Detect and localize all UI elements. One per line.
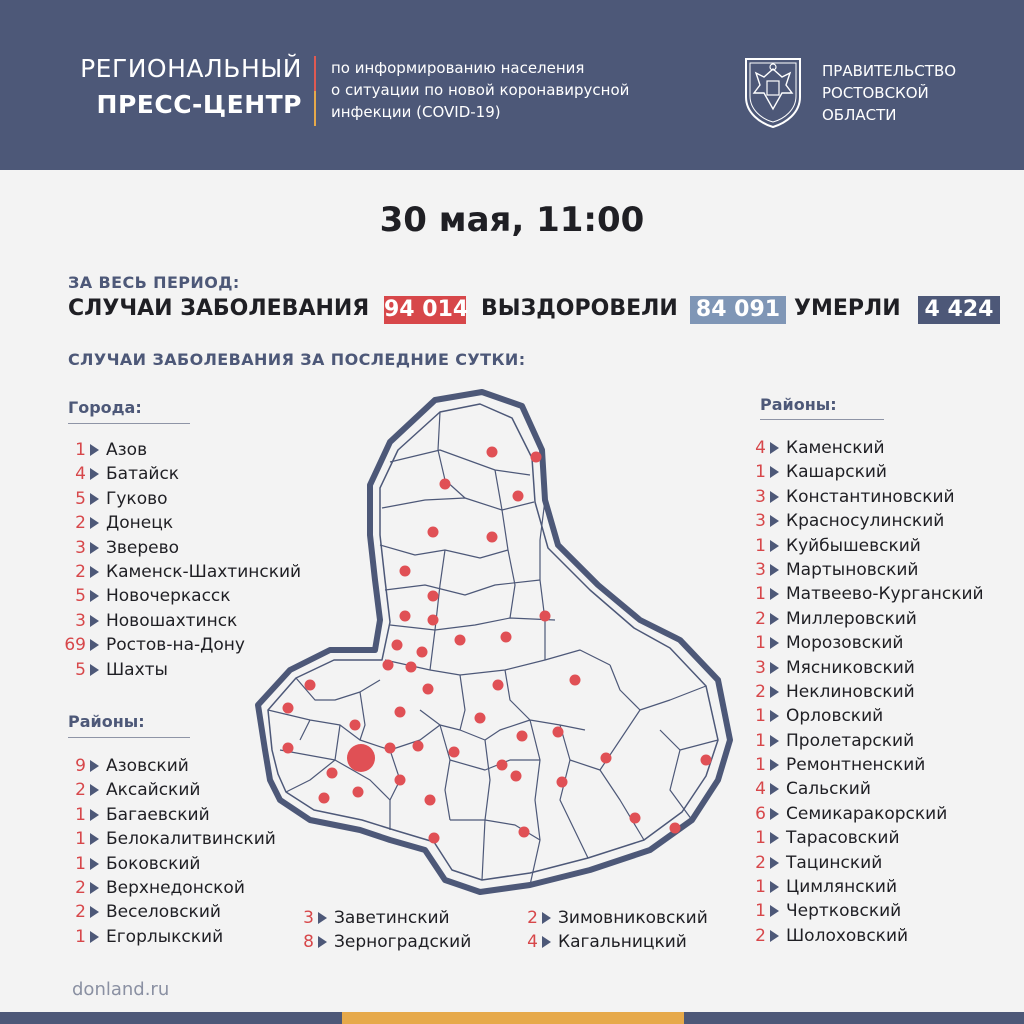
triangle-pointer-icon xyxy=(90,931,99,943)
case-count: 5 xyxy=(75,586,86,607)
map-marker xyxy=(497,760,508,771)
period-label: ЗА ВЕСЬ ПЕРИОД: xyxy=(68,273,240,292)
location-name: Новочеркасск xyxy=(106,586,231,607)
map-outline-inner xyxy=(268,404,718,880)
case-count: 9 xyxy=(75,756,86,776)
map-marker xyxy=(395,775,406,786)
map-marker xyxy=(511,771,522,782)
map-marker xyxy=(570,675,581,686)
triangle-pointer-icon xyxy=(770,613,779,625)
location-name: Шолоховский xyxy=(786,925,909,946)
case-count: 1 xyxy=(75,440,86,460)
triangle-pointer-icon xyxy=(770,662,779,674)
map-marker xyxy=(319,793,330,804)
coat-of-arms-icon xyxy=(740,53,806,129)
map-marker xyxy=(540,611,551,622)
triangle-pointer-icon xyxy=(770,466,779,478)
map-marker xyxy=(519,827,530,838)
case-count: 1 xyxy=(75,829,86,850)
case-count: 4 xyxy=(527,932,538,953)
triangle-pointer-icon xyxy=(770,686,779,698)
case-markers xyxy=(283,447,712,844)
location-name: Мартыновский xyxy=(786,559,919,580)
map-marker xyxy=(449,747,460,758)
triangle-pointer-icon xyxy=(90,590,99,602)
map-marker xyxy=(670,823,681,834)
location-name: Шахты xyxy=(106,659,168,680)
map-marker xyxy=(493,680,504,691)
location-name: Верхнедонской xyxy=(106,877,245,898)
location-name: Орловский xyxy=(786,706,884,727)
districts-left-underline xyxy=(68,737,190,738)
triangle-pointer-icon xyxy=(770,588,779,600)
case-count: 3 xyxy=(755,511,766,532)
location-name: Боковский xyxy=(106,853,201,874)
case-count: 1 xyxy=(755,706,766,727)
gov-line: ПРАВИТЕЛЬСТВО xyxy=(822,62,957,80)
map-marker xyxy=(383,660,394,671)
tagline-line: по информированию населения xyxy=(331,59,585,77)
triangle-pointer-icon xyxy=(770,881,779,893)
triangle-pointer-icon xyxy=(770,759,779,771)
location-name: Кагальницкий xyxy=(558,932,687,953)
districts-right-underline xyxy=(760,419,884,420)
location-name: Батайск xyxy=(106,464,180,485)
location-name: Морозовский xyxy=(786,633,904,654)
triangle-pointer-icon xyxy=(770,905,779,917)
case-count: 3 xyxy=(755,486,766,507)
triangle-pointer-icon xyxy=(770,857,779,869)
gov-line: РОСТОВСКОЙ xyxy=(822,84,929,102)
triangle-pointer-icon xyxy=(770,735,779,747)
map-marker-rostov xyxy=(347,744,375,772)
location-name: Пролетарский xyxy=(786,730,915,751)
case-count: 2 xyxy=(75,780,86,801)
case-count: 1 xyxy=(755,901,766,922)
case-count: 1 xyxy=(755,730,766,751)
map-marker xyxy=(630,813,641,824)
logo-line2: ПРЕСС-ЦЕНТР xyxy=(96,90,302,119)
map-marker xyxy=(327,768,338,779)
case-count: 4 xyxy=(755,779,766,800)
map-marker xyxy=(406,662,417,673)
case-count: 1 xyxy=(755,755,766,776)
map-marker xyxy=(557,777,568,788)
case-count: 1 xyxy=(755,462,766,483)
case-count: 2 xyxy=(75,877,86,898)
died-label: УМЕРЛИ xyxy=(794,296,901,321)
case-count: 1 xyxy=(75,804,86,825)
location-name: Зерноградский xyxy=(334,932,472,953)
case-count: 1 xyxy=(755,633,766,654)
recovered-value-badge: 84 091 xyxy=(690,296,786,324)
triangle-pointer-icon xyxy=(542,936,551,948)
map-marker xyxy=(553,727,564,738)
map-marker xyxy=(701,755,712,766)
map-marker xyxy=(428,615,439,626)
triangle-pointer-icon xyxy=(542,912,551,924)
site-link[interactable]: donland.ru xyxy=(72,979,170,1000)
footer-bar-right xyxy=(684,1012,1024,1024)
triangle-pointer-icon xyxy=(90,906,99,918)
map-marker xyxy=(501,632,512,643)
tagline-line: инфекции (COVID-19) xyxy=(331,103,501,121)
map-marker xyxy=(400,566,411,577)
tagline-line: о ситуации по новой коронавирусной xyxy=(331,81,630,99)
case-count: 1 xyxy=(755,584,766,605)
triangle-pointer-icon xyxy=(90,809,99,821)
map-marker xyxy=(455,635,466,646)
triangle-pointer-icon xyxy=(90,858,99,870)
case-count: 2 xyxy=(755,852,766,873)
triangle-pointer-icon xyxy=(90,542,99,554)
triangle-pointer-icon xyxy=(90,468,99,480)
triangle-pointer-icon xyxy=(90,566,99,578)
gov-line: ОБЛАСТИ xyxy=(822,106,897,124)
government-label xyxy=(822,60,956,126)
case-count: 2 xyxy=(755,925,766,946)
triangle-pointer-icon xyxy=(770,783,779,795)
location-name: Егорлыкский xyxy=(106,926,224,947)
case-count: 5 xyxy=(75,659,86,680)
case-count: 5 xyxy=(75,488,86,509)
map-marker xyxy=(353,787,364,798)
triangle-pointer-icon xyxy=(90,615,99,627)
cities-title: Города: xyxy=(68,398,142,417)
map-marker xyxy=(417,647,428,658)
header-divider xyxy=(314,56,316,126)
triangle-pointer-icon xyxy=(770,832,779,844)
map-marker xyxy=(517,731,528,742)
report-date: 30 мая, 11:00 xyxy=(379,200,645,240)
triangle-pointer-icon xyxy=(90,833,99,845)
location-name: Зверево xyxy=(106,537,180,558)
case-count: 4 xyxy=(75,464,86,485)
location-name: Каменск-Шахтинский xyxy=(106,561,302,582)
location-name: Мясниковский xyxy=(786,657,915,678)
map-marker xyxy=(475,713,486,724)
map-marker xyxy=(429,833,440,844)
location-name: Азовский xyxy=(106,756,189,776)
map-marker xyxy=(400,611,411,622)
map-marker xyxy=(487,447,498,458)
location-name: Ростов-на-Дону xyxy=(106,635,245,656)
cities-title-underline xyxy=(68,423,190,424)
region-map xyxy=(240,380,740,900)
location-name: Гуково xyxy=(106,488,168,509)
recovered-label: ВЫЗДОРОВЕЛИ xyxy=(481,296,678,321)
case-count: 3 xyxy=(75,610,86,631)
location-name: Тацинский xyxy=(786,852,883,873)
triangle-pointer-icon xyxy=(770,491,779,503)
location-name: Донецк xyxy=(106,513,174,534)
location-name: Семикаракорский xyxy=(786,803,948,824)
map-marker xyxy=(392,640,403,651)
location-name: Неклиновский xyxy=(786,681,915,702)
location-name: Миллеровский xyxy=(786,608,917,629)
triangle-pointer-icon xyxy=(770,808,779,820)
map-marker xyxy=(283,703,294,714)
case-count: 2 xyxy=(755,608,766,629)
location-name: Матвеево-Курганский xyxy=(786,584,984,605)
case-count: 3 xyxy=(75,537,86,558)
map-marker xyxy=(423,684,434,695)
map-marker xyxy=(601,753,612,764)
triangle-pointer-icon xyxy=(90,784,99,796)
case-count: 1 xyxy=(755,535,766,556)
map-marker xyxy=(413,741,424,752)
case-count: 3 xyxy=(755,657,766,678)
map-marker xyxy=(350,720,361,731)
case-count: 1 xyxy=(755,877,766,898)
triangle-pointer-icon xyxy=(770,930,779,942)
logo-line1: РЕГИОНАЛЬНЫЙ xyxy=(80,54,302,83)
location-name: Тарасовский xyxy=(786,828,900,849)
triangle-pointer-icon xyxy=(770,637,779,649)
cases-label: СЛУЧАИ ЗАБОЛЕВАНИЯ xyxy=(68,296,370,321)
map-marker xyxy=(428,527,439,538)
triangle-pointer-icon xyxy=(90,882,99,894)
map-marker xyxy=(487,532,498,543)
map-marker xyxy=(385,743,396,754)
map-marker xyxy=(428,591,439,602)
triangle-pointer-icon xyxy=(770,442,779,454)
case-count: 8 xyxy=(303,932,314,953)
map-marker xyxy=(531,452,542,463)
map-marker xyxy=(425,795,436,806)
triangle-pointer-icon xyxy=(318,936,327,948)
location-name: Каменский xyxy=(786,438,885,458)
location-name: Ремонтненский xyxy=(786,755,926,776)
header-banner xyxy=(0,0,1024,170)
location-name: Заветинский xyxy=(334,908,450,928)
case-count: 69 xyxy=(64,635,86,656)
location-name: Аксайский xyxy=(106,780,201,801)
triangle-pointer-icon xyxy=(770,564,779,576)
case-count: 4 xyxy=(755,438,766,458)
case-count: 1 xyxy=(75,926,86,947)
case-count: 2 xyxy=(527,908,538,928)
location-name: Красносулинский xyxy=(786,511,945,532)
triangle-pointer-icon xyxy=(770,710,779,722)
case-count: 1 xyxy=(75,853,86,874)
location-name: Сальский xyxy=(786,779,871,800)
case-count: 2 xyxy=(75,902,86,923)
triangle-pointer-icon xyxy=(90,517,99,529)
tagline xyxy=(331,57,629,123)
triangle-pointer-icon xyxy=(770,515,779,527)
triangle-pointer-icon xyxy=(90,664,99,676)
location-name: Багаевский xyxy=(106,804,210,825)
case-count: 2 xyxy=(75,561,86,582)
triangle-pointer-icon xyxy=(90,639,99,651)
location-name: Куйбышевский xyxy=(786,535,921,556)
case-count: 6 xyxy=(755,803,766,824)
triangle-pointer-icon xyxy=(90,493,99,505)
location-name: Чертковский xyxy=(786,901,902,922)
map-marker xyxy=(440,479,451,490)
location-name: Зимовниковский xyxy=(558,908,708,928)
died-value-badge: 4 424 xyxy=(918,296,1000,324)
map-marker xyxy=(513,491,524,502)
location-name: Белокалитвинский xyxy=(106,829,276,850)
location-name: Новошахтинск xyxy=(106,610,238,631)
location-name: Константиновский xyxy=(786,486,955,507)
case-count: 2 xyxy=(755,681,766,702)
triangle-pointer-icon xyxy=(90,444,99,456)
case-count: 1 xyxy=(755,828,766,849)
case-count: 3 xyxy=(755,559,766,580)
case-count: 3 xyxy=(303,908,314,928)
triangle-pointer-icon xyxy=(318,912,327,924)
footer-bar-left xyxy=(0,1012,342,1024)
daily-title: СЛУЧАИ ЗАБОЛЕВАНИЯ ЗА ПОСЛЕДНИЕ СУТКИ: xyxy=(68,350,526,369)
footer-bar-middle xyxy=(342,1012,684,1024)
map-marker xyxy=(395,707,406,718)
location-name: Азов xyxy=(106,440,148,460)
map-marker xyxy=(305,680,316,691)
triangle-pointer-icon xyxy=(90,760,99,772)
location-name: Кашарский xyxy=(786,462,887,483)
districts-right-title: Районы: xyxy=(760,395,837,414)
location-name: Веселовский xyxy=(106,902,221,923)
map-marker xyxy=(283,743,294,754)
triangle-pointer-icon xyxy=(770,540,779,552)
cases-value-badge: 94 014 xyxy=(384,297,469,322)
location-name: Цимлянский xyxy=(786,877,897,898)
districts-left-title: Районы: xyxy=(68,712,145,731)
case-count: 2 xyxy=(75,513,86,534)
